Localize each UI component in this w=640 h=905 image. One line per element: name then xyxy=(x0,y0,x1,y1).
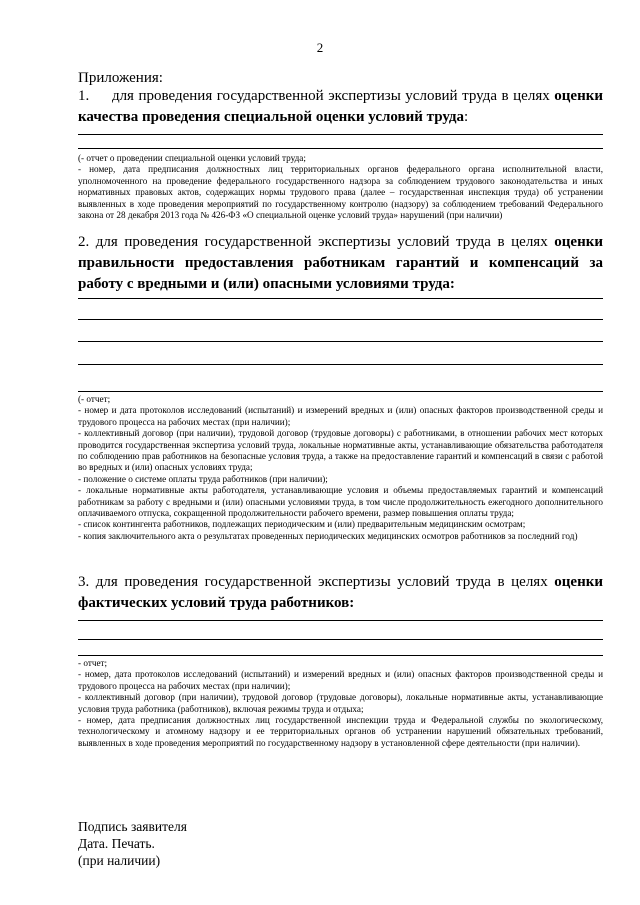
note-item: - номер, дата предписания должностных лиц территориальных органов федерального органа исполнительной власти, уполномоченного на проведение федерального государственного надзора за соблюдением трудового законодательства и иных нормативных правовых актов, содержащих нормы трудового права (далее – государственная инспекция труда) об устранении выявленных в ходе проведения мероприятий по государственному контролю (надзору) за соблюдением требований Федерального закона от 28 декабря 2013 года № 426-ФЗ «О специальной оценке условий труда» нарушений (при наличии) xyxy=(78,164,603,221)
fill-line[interactable] xyxy=(78,391,603,392)
page-number: 2 xyxy=(316,40,324,55)
section-3-title xyxy=(78,572,603,614)
note-item: - отчет; xyxy=(78,658,108,668)
section-3-text: 3. для проведения государственной экспертизы условий труда в целях xyxy=(78,574,548,590)
note-item: (- отчет о проведении специальной оценки условий труда; xyxy=(78,153,306,163)
date-stamp-label: Дата. Печать. xyxy=(78,836,155,851)
signature-block xyxy=(78,818,187,869)
section-2-title xyxy=(78,232,603,295)
fill-line[interactable] xyxy=(78,341,603,342)
fill-line[interactable] xyxy=(78,319,603,320)
fill-line[interactable] xyxy=(78,148,603,149)
fill-line[interactable] xyxy=(78,620,603,621)
note-item: - список контингента работников, подлежащих периодическим и (или) предварительным медицинским осмотрам; xyxy=(78,519,526,530)
note-item: (- отчет; xyxy=(78,394,111,404)
note-item: - коллективный договор (при наличии), трудовой договор (трудовые договоры) с работниками, в отношении рабочих мест которых проводится государственная экспертиза условий труда, локальные нормативные акты, устанавливающие обязательства работодателя по соблюдению прав работников на безопасные условия труда, а также на предоставление гарантий и компенсаций в связи с работой во вредных и (или) опасных условиях труда; xyxy=(78,428,603,473)
section-1-notes xyxy=(78,153,603,221)
section-1-text: для проведения государственной экспертизы условий труда в целях xyxy=(111,88,550,104)
note-item: - локальные нормативные акты работодателя, устанавливающие условия и объемы предоставляемых гарантий и компенсаций работникам за работу с вредными и (или) опасными условиями труда, в том числе продолжительность ежегодного дополнительного оплачиваемого отпуска, сокращенной продолжительности рабочего времени, размер повышения оплаты труда; xyxy=(78,485,603,519)
note-item: - номер и дата протоколов исследований (испытаний) и измерений вредных и (или) опасных факторов производственной среды и трудового процесса на рабочих местах (при наличии); xyxy=(78,405,603,427)
section-2-bold: оценки правильности предоставления работникам гарантий и компенсаций за работу с вредными и (или) опасными условиями труда: xyxy=(78,234,603,292)
section-1-title xyxy=(78,86,603,128)
section-1-bold: оценки качества проведения специальной оценки условий труда xyxy=(78,88,604,125)
fill-line[interactable] xyxy=(78,364,603,365)
note-item: - номер, дата предписания должностных лиц государственной инспекции труда и Федеральной службы по экологическому, технологическому и атомному надзору и ее территориальных органов об устранении нарушений обязательных требований, выявленных в ходе проведения мероприятий по государственному надзору в установленной сфере деятельности (при наличии). xyxy=(78,715,603,748)
note-item: - коллективный договор (при наличии), трудовой договор (трудовые договоры), локальные нормативные акты, устанавливающие условия труда работника (работников), включая режимы труда и отдыха; xyxy=(78,692,603,714)
section-1-suffix: : xyxy=(464,109,469,125)
fill-line[interactable] xyxy=(78,655,603,656)
section-2-text: 2. для проведения государственной экспертизы условий труда в целях xyxy=(78,234,548,250)
note-item: - копия заключительного акта о результатах проведенных периодических медицинских осмотров работников за последний год) xyxy=(78,530,578,541)
signature-label: Подпись заявителя xyxy=(78,819,187,834)
section-3-notes xyxy=(78,658,603,749)
note-item: - положение о системе оплаты труда работников (при наличии); xyxy=(78,473,328,484)
section-3-bold: оценки фактических условий труда работников: xyxy=(78,574,603,611)
fill-line[interactable] xyxy=(78,134,603,135)
fill-line[interactable] xyxy=(78,639,603,640)
section-1-number: 1. xyxy=(78,88,90,104)
note-item: - номер, дата протоколов исследований (испытаний) и измерений вредных и (или) опасных факторов производственной среды и трудового процесса на рабочих местах (при наличии); xyxy=(78,669,603,691)
attachments-heading: Приложения: xyxy=(78,70,163,86)
stamp-note: (при наличии) xyxy=(78,853,161,868)
section-2-notes xyxy=(78,394,603,542)
fill-line[interactable] xyxy=(78,298,603,299)
